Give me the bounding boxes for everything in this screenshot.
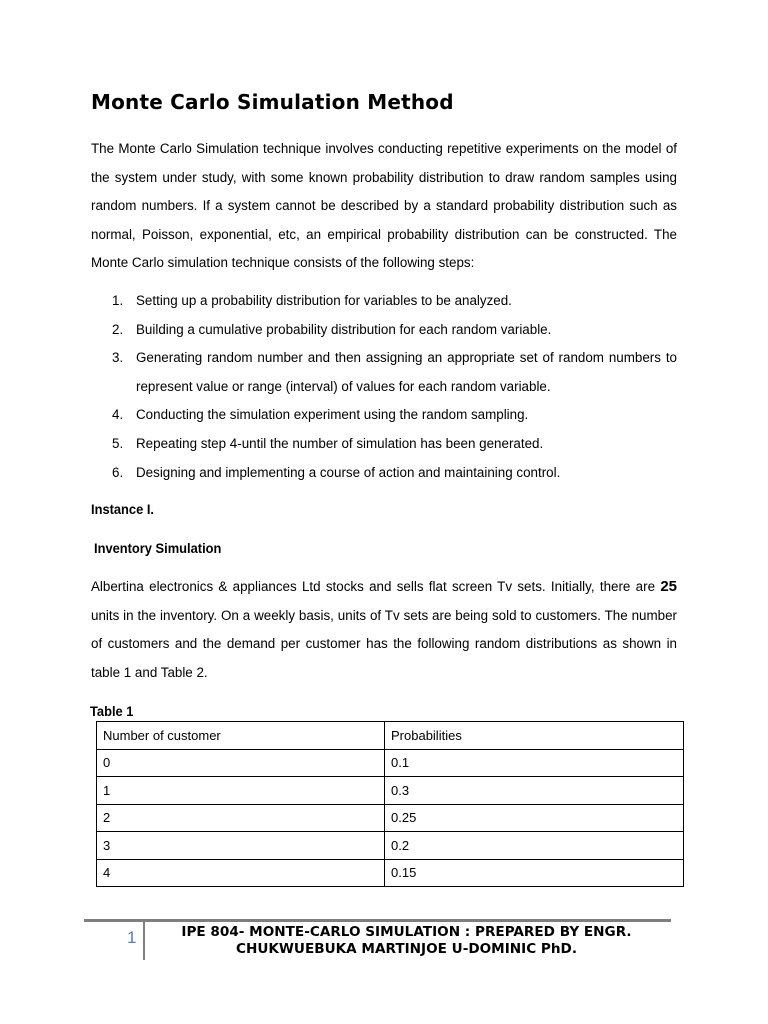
steps-list: [91, 287, 677, 487]
list-number: 3.: [112, 350, 124, 366]
table-cell: 4: [97, 859, 385, 887]
page-number: 1: [127, 928, 137, 947]
table-cell: 0.15: [385, 859, 684, 887]
list-item-text: Generating random number and then assigning an appropriate set of random numbers to represent value or range (interval) of values for each random variable.: [136, 350, 677, 394]
table-header-cell: Number of customer: [97, 722, 385, 750]
page-title: Monte Carlo Simulation Method: [91, 90, 454, 114]
table-cell: 0: [97, 749, 385, 777]
paragraph-text: Albertina electronics & appliances Ltd stocks and sells flat screen Tv sets. Initially, there are: [91, 579, 661, 594]
instance-heading: Instance I.: [91, 501, 154, 517]
footer-text: [150, 924, 663, 958]
table-cell: 0.3: [385, 777, 684, 805]
table-cell: 2: [97, 804, 385, 832]
footer-line-1: IPE 804- MONTE-CARLO SIMULATION : PREPARED BY ENGR.: [181, 924, 632, 940]
table-header-cell: Probabilities: [385, 722, 684, 750]
list-item-text: Designing and implementing a course of action and maintaining control.: [136, 464, 561, 480]
list-number: 1.: [112, 293, 124, 308]
table-row: [97, 749, 684, 777]
table-cell: 0.2: [385, 832, 684, 860]
subsection-heading: Inventory Simulation: [94, 540, 222, 556]
list-item-text: Setting up a probability distribution for variables to be analyzed.: [136, 293, 512, 308]
intro-paragraph: The Monte Carlo Simulation technique involves conducting repetitive experiments on the model of the system under study, with some known probability distribution to draw random samples using random numbers. If a system cannot be described by a standard probability distribution such as normal, Poisson, exponential, etc, an empirical probability distribution can be constructed. The Monte Carlo simulation technique consists of the following steps:: [91, 141, 677, 271]
list-item: [91, 430, 677, 459]
table-cell: 0.25: [385, 804, 684, 832]
paragraph-text: units in the inventory. On a weekly basis, units of Tv sets are being sold to customers. The number of customers and the demand per customer has the following random distributions as shown in table 1 and Table 2.: [91, 607, 677, 680]
list-number: 2.: [112, 321, 124, 337]
table-caption: Table 1: [90, 703, 134, 719]
distribution-table: [96, 721, 684, 887]
list-number: 4.: [112, 407, 124, 423]
list-item: [91, 344, 677, 401]
list-item: [91, 459, 677, 488]
list-item-text: Building a cumulative probability distribution for each random variable.: [136, 321, 552, 337]
table-row: [97, 859, 684, 887]
table-cell: 1: [97, 777, 385, 805]
list-item-text: Repeating step 4-until the number of simulation has been generated.: [136, 435, 544, 451]
list-item: [91, 287, 677, 316]
table-row: [97, 832, 684, 860]
inventory-paragraph: [91, 573, 677, 687]
list-item: [91, 401, 677, 430]
table-cell: 0.1: [385, 749, 684, 777]
emphasis-number: 25: [660, 578, 677, 595]
table-header-row: [97, 722, 684, 750]
list-number: 6.: [112, 464, 124, 480]
footer-line-2: CHUKWUEBUKA MARTINJOE U-DOMINIC PhD.: [235, 941, 577, 957]
table-row: [97, 777, 684, 805]
list-number: 5.: [112, 435, 124, 451]
footer-divider: [143, 922, 145, 960]
list-item-text: Conducting the simulation experiment using the random sampling.: [136, 407, 529, 423]
table-row: [97, 804, 684, 832]
footer-rule: [84, 919, 671, 922]
list-item: [91, 316, 677, 345]
table-cell: 3: [97, 832, 385, 860]
